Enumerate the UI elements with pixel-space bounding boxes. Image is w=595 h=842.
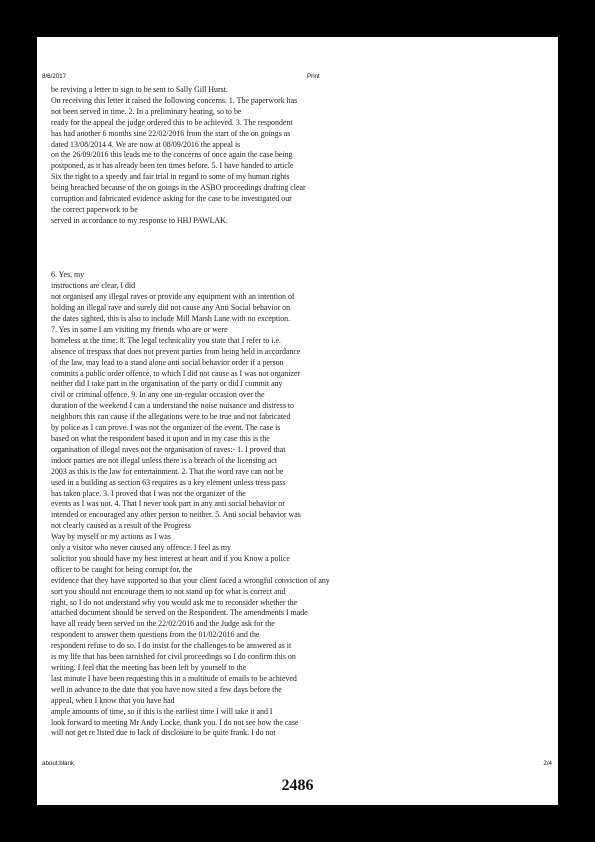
text-line: by police as I can prove. I was not the organizer of the event. The case is [51,423,281,433]
text-line: not been served in time. 2. In a preliminary hearing, so to be [51,106,242,116]
text-line: organisation of illegal raves not the organisation of raves:- 1. I proved that [51,444,286,454]
text-line: being breached because of the on goings in the ASBO proceedings drafting clear [51,183,306,193]
text-line: writing. I feel that the meeting has been left by yourself to the [51,663,247,672]
paragraph-block-1 [51,85,411,227]
paragraph-block-2 [51,270,411,739]
text-line: corruption and fabricated evidence asking for the case to be investigated our [51,194,292,204]
text-line: be reviving a letter to sign to be sent to Sally Gill Hurst. [51,85,228,94]
footer-page-count: 2/4 [543,760,552,767]
text-line: well in advance to the date that you have now sited a few days before the [51,684,282,694]
text-line: not clearly caused as a result of the Progress [51,521,191,531]
footer-url: about:blank [42,760,74,767]
text-line: of the law, may lead to a stand alone anti social behavior order if a person [51,357,284,367]
text-line: last minute I have been requesting this in a multitude of emails to be achieved [51,673,297,683]
text-line: officer to be caught for being corrupt for, the [51,564,193,574]
text-line: solicitor you should have my best interest at heart and if you Know a police [51,553,290,563]
text-line: right, so I do not understand why you would ask me to reconsider whether the [51,597,298,607]
text-line: ample amounts of time, so if this is the earliest time I will take it and I [51,706,273,716]
text-line: neither did I take part in the organisation of the party or did I commit any [51,379,283,389]
text-line: postponed, as it has already been ten times before. 5. I have handed to article [51,161,294,171]
text-line: Six the right to a speedy and fair trial in regard to some of my human rights [51,172,290,182]
text-line: instructions are clear, I did [51,281,136,291]
text-line: sort you should not encourage them to not stand up for what is correct and [51,586,286,596]
document-page [37,37,558,805]
text-line: served in accordance to my response to HHJ PAWLAK. [51,215,228,225]
text-line: based on what the respondent based it upon and in my case this is the [51,433,270,443]
text-line: have all ready been served on the 22/02/2016 and the Judge ask for the [51,619,275,629]
text-line: attached document should be served on the Respondent. The amendments I made [51,608,308,618]
text-line: has taken place. 3. I proved that I was not the organizer of the [51,488,246,498]
text-line: 2003 as this is the law for entertainment. 2. That the word rave can not be [51,466,284,476]
text-line: events as I was not. 4. That I never took part in any anti social behavior or [51,499,285,509]
text-line: has had another 6 months sine 22/02/2016 from the start of the on goings as [51,128,291,138]
text-line: will not get re listed due to lack of disclosure to be quite frank. I do not [51,728,276,738]
text-line: look forward to meeting Mr Andy Locke, thank you. I do not see how the case [51,717,299,727]
text-line: absence of trespass that does not prevent parties from being held in accordance [51,346,301,356]
text-line: commits a public order offence, to which I did not cause as I was not organizer [51,368,301,378]
body-text [51,85,411,739]
paragraph-gap [51,227,411,271]
page-number: 2486 [281,777,314,794]
text-line: ready for the appeal the judge ordered this to be achieved. 3. The respondent [51,117,293,127]
text-line: 6. Yes, my [51,270,85,280]
text-line: evidence that they have supported so that your client faced a wrongful conviction of any [51,575,330,585]
text-line: 7. Yes in some I am visiting my friends who are or were [51,324,228,334]
header-date: 8/6/2017 [42,73,67,80]
text-line: used in a building as section 63 requires as a key element unless tress pass [51,477,286,487]
text-line: appeal, when I know that you have had [51,695,175,705]
text-line: civil or criminal offence. 9. In any one un-regular occasion over the [51,390,265,400]
text-line: the correct paperwork to be [51,204,138,214]
text-line: neighbors this can cause if the allegations were to be true and not fabricated [51,412,291,422]
text-line: dated 13/08/2014 4. We are now at 08/09/2016 the appeal is [51,139,241,149]
text-line: holding an illegal rave and surely did not cause any Anti Social behavior on [51,303,291,313]
text-line: intended or encouraged any other person to neither. 5. Anti social behavior was [51,510,301,520]
text-line: Way by myself or my actions as I was [51,532,171,542]
text-line: only a visitor who never caused any offence. I feel as my [51,543,231,553]
text-line: on the 26/09/2016 this leads me to the concerns of once again the case being [51,150,293,160]
text-line: On receiving this letter it raised the following concerns. 1. The paperwork has [51,95,298,105]
text-line: homeless at the time. 8. The legal technicality you state that I refer to i.e. [51,335,281,345]
text-line: indoor parties are not illegal unless there is a breach of the licensing act [51,455,277,465]
text-line: is my life that has been tarnished for civil proceedings so I do confirm this on [51,652,296,662]
text-line: duration of the weekend I can a understand the noise nuisance and distress to [51,401,294,411]
header-title: Print [307,73,320,80]
text-line: respondent to answer them questions from the 01/02/2016 and the [51,630,260,640]
text-line: the dates sighted, this is also to include Mill Marsh Lane with no exception. [51,314,291,323]
text-line: not organised any illegal raves or provide any equipment with an intention of [51,292,295,302]
text-line: respondent refuse to do so. I do insist for the challenges to be answered as it [51,641,292,651]
